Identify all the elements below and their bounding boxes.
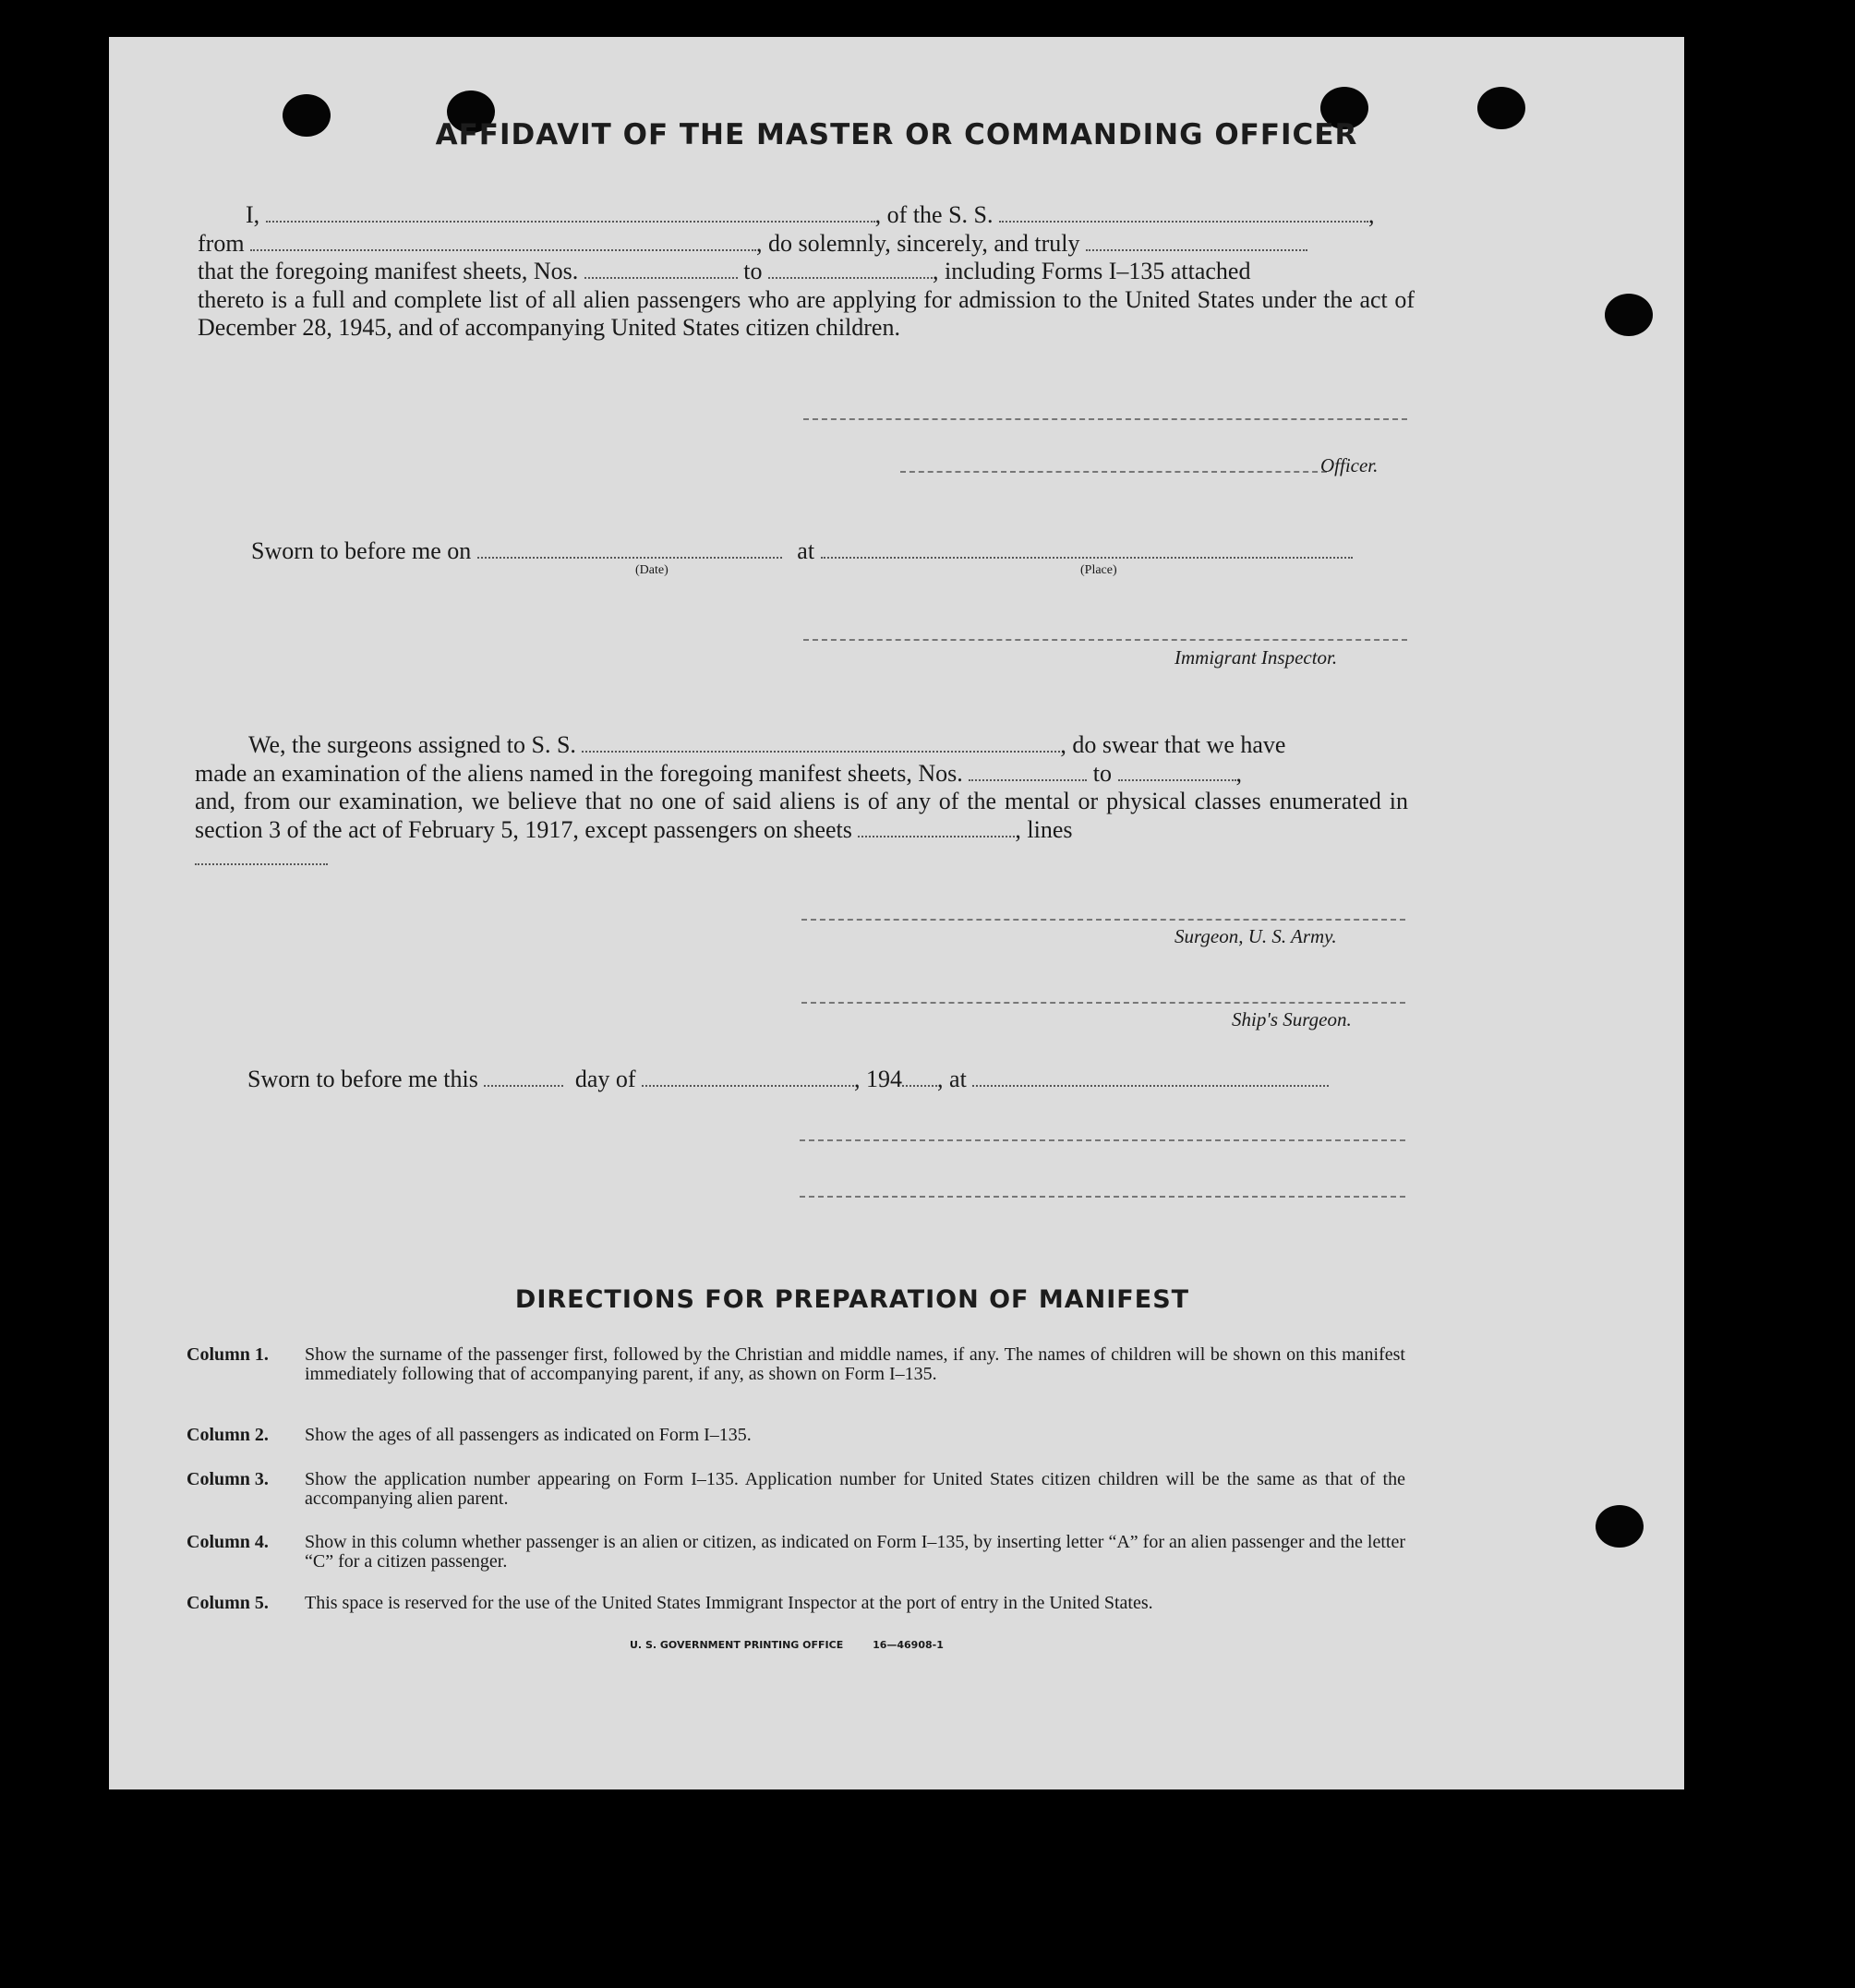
column-4-label: Column 4. xyxy=(187,1532,269,1552)
column-2-label: Column 2. xyxy=(187,1425,269,1445)
surgeons-rest xyxy=(195,788,1408,844)
affidavit-paragraph xyxy=(198,201,1415,343)
surgeons-line-2 xyxy=(195,760,1408,789)
sheets-blank[interactable] xyxy=(858,817,1015,837)
direction-column-4 xyxy=(187,1533,1405,1572)
affidavit-title: AFFIDAVIT OF THE MASTER OR COMMANDING OFFICER xyxy=(435,118,1358,151)
printing-office-footer xyxy=(630,1639,944,1651)
column-3-label: Column 3. xyxy=(187,1469,269,1489)
inspector-label: Immigrant Inspector. xyxy=(1174,646,1338,669)
sworn-this-text: Sworn to before me this xyxy=(247,1066,478,1092)
punch-hole xyxy=(1605,294,1653,336)
direction-column-2 xyxy=(187,1426,1405,1445)
from-text: from xyxy=(198,229,245,257)
signature-line-1[interactable] xyxy=(800,1139,1405,1141)
affidavit-rest: thereto is a full and complete list of all alien passengers who are applying for admission to the United States under the act of December 28, 1945, and of accompanying United States citizen children. xyxy=(198,285,1415,341)
year-text: , 194 xyxy=(854,1066,903,1092)
affidavit-line-1 xyxy=(198,201,1415,230)
column-4-text: Show in this column whether passenger is an alien or citizen, as indicated on Form I–135, by inserting letter “A” for an alien passenger and the letter “C” for a citizen passenger. xyxy=(305,1532,1405,1572)
that-text: that the foregoing manifest sheets, Nos. xyxy=(198,258,579,284)
surgeons-line-5 xyxy=(195,844,1408,873)
surgeon-ship-blank[interactable] xyxy=(582,732,1060,753)
day-of-text: day of xyxy=(574,1066,636,1092)
column-1-text: Show the surname of the passenger first, followed by the Christian and middle names, if any. The names of children will be shown on this manifest immediately following that of accompanying parent, if any, as shown on Form I–135. xyxy=(305,1344,1405,1384)
date-blank[interactable] xyxy=(477,538,782,559)
from-blank[interactable] xyxy=(250,231,756,251)
comma: , xyxy=(1368,201,1375,228)
surgeons-line-1 xyxy=(195,731,1408,760)
sheet-to-blank[interactable] xyxy=(768,259,933,279)
signature-line-2[interactable] xyxy=(800,1196,1405,1198)
made-text: made an examination of the aliens named in the foregoing manifest sheets, Nos. xyxy=(195,759,963,787)
including-text: , including Forms I–135 attached xyxy=(933,258,1251,284)
army-surgeon-signature-line[interactable] xyxy=(801,919,1405,921)
officer-name-line[interactable] xyxy=(900,471,1327,473)
affidavit-line-3 xyxy=(198,258,1415,286)
surgeons-paragraph xyxy=(195,731,1408,873)
officer-label: Officer. xyxy=(1320,454,1379,476)
date-caption: (Date) xyxy=(635,563,669,577)
column-5-label: Column 5. xyxy=(187,1593,269,1613)
army-surgeon-label: Surgeon, U. S. Army. xyxy=(1174,925,1337,947)
ship-surgeon-signature-line[interactable] xyxy=(801,1002,1405,1004)
swear-text: , do swear that we have xyxy=(1060,731,1286,758)
comma: , xyxy=(1235,759,1242,787)
ship-surgeon-label: Ship's Surgeon. xyxy=(1232,1008,1352,1030)
sworn-before-this xyxy=(247,1066,1329,1093)
column-3-text: Show the application number appearing on Form I–135. Application number for United States citizen children will be the same as that of the accompanying alien parent. xyxy=(305,1469,1405,1509)
year-blank[interactable] xyxy=(902,1066,937,1087)
at-text: , at xyxy=(937,1066,967,1092)
direction-column-3 xyxy=(187,1470,1405,1509)
to-text: to xyxy=(1092,759,1112,787)
sheet-from-blank[interactable] xyxy=(584,259,738,279)
footer-code: 16—46908-1 xyxy=(873,1639,944,1651)
ship-name-blank[interactable] xyxy=(999,202,1368,223)
column-5-text: This space is reserved for the use of the United States Immigrant Inspector at the port of entry in the United States. xyxy=(305,1593,1153,1613)
officer-signature-line[interactable] xyxy=(803,418,1407,420)
place-blank-2[interactable] xyxy=(972,1066,1329,1087)
lines-text: , lines xyxy=(1015,815,1073,843)
name-blank[interactable] xyxy=(266,202,875,223)
affidavit-i: I, xyxy=(246,201,260,228)
day-blank[interactable] xyxy=(484,1066,563,1087)
inspector-signature-line[interactable] xyxy=(803,639,1407,641)
of-ss-text: , of the S. S. xyxy=(874,201,994,228)
sworn-text: Sworn to before me on xyxy=(251,537,472,564)
direction-column-5 xyxy=(187,1594,1405,1613)
surgeons-rest-text: and, from our examination, we believe that no one of said aliens is of any of the mental or physical classes enumerated in section 3 of the act of February 5, 1917, except passengers on sheets xyxy=(195,788,1408,843)
at-text: at xyxy=(797,537,815,564)
lines-blank[interactable] xyxy=(195,845,328,865)
punch-hole xyxy=(1596,1505,1644,1548)
month-blank[interactable] xyxy=(642,1066,854,1087)
place-caption: (Place) xyxy=(1080,563,1117,577)
to-text: to xyxy=(743,258,763,284)
sworn-before-on xyxy=(251,537,1353,565)
place-blank[interactable] xyxy=(821,538,1353,559)
column-2-text: Show the ages of all passengers as indicated on Form I–135. xyxy=(305,1425,752,1445)
solemnly-text: , do solemnly, sincerely, and truly xyxy=(756,229,1080,257)
swear-blank[interactable] xyxy=(1086,231,1307,251)
surgeon-sheet-from-blank[interactable] xyxy=(969,761,1087,781)
we-text: We, the surgeons assigned to S. S. xyxy=(248,731,576,758)
footer-office: U. S. GOVERNMENT PRINTING OFFICE xyxy=(630,1639,844,1651)
document-page xyxy=(109,37,1684,1789)
directions-title: DIRECTIONS FOR PREPARATION OF MANIFEST xyxy=(514,1285,1190,1314)
surgeon-sheet-to-blank[interactable] xyxy=(1118,761,1236,781)
direction-column-1 xyxy=(187,1345,1405,1384)
column-1-label: Column 1. xyxy=(187,1344,269,1365)
affidavit-line-2 xyxy=(198,230,1415,259)
